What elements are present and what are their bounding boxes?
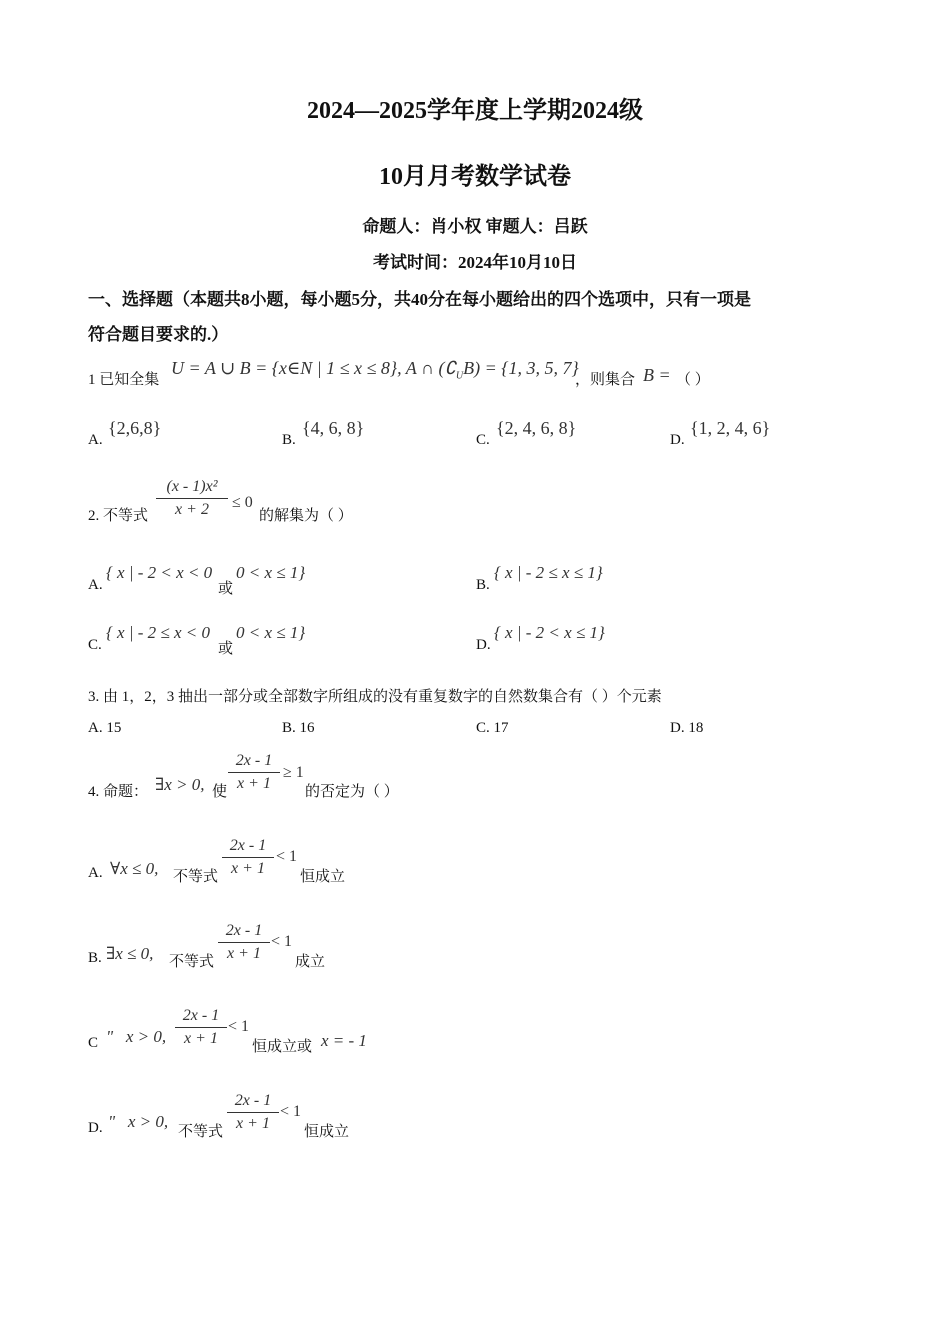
q4-option-a-pre: 不等式 [173,869,219,885]
q4-option-d-pre: 不等式 [178,1124,224,1140]
q2-option-a-or: 或 [218,581,234,597]
section-heading-line2: 符合题目要求的.） [88,325,229,344]
q4-option-c-fraction [175,1007,227,1048]
q1-option-b-label: B. [282,432,296,448]
q1-option-b-value: {4, 6, 8} [302,418,365,438]
q4-option-c-cond: " x > 0, [106,1027,167,1046]
q4-option-d-post: 恒成立 [304,1124,350,1140]
q4-option-d-fraction [227,1092,279,1133]
q4-relation: ≥ 1 [283,764,304,781]
q4-condition: ∃x > 0, [155,775,205,794]
q4-option-b-post: 成立 [295,954,326,970]
exam-authors: 命题人：肖小权 审题人：吕跃 [362,217,588,236]
q1-option-a-value: {2,6,8} [108,418,162,438]
q2-option-d-label: D. [476,637,491,653]
q2-option-d-part1: { x | - 2 < x ≤ 1} [494,623,605,642]
q2-option-a-part2: 0 < x ≤ 1} [236,563,306,582]
q3-option-d: D. 18 [670,720,704,736]
q4-option-d-numerator: 2x - 1 [234,1092,272,1109]
q1-formula: U = A ∪ B = {x∈N | 1 ≤ x ≤ 8}, A ∩ $(∁_UB) = \{1$, 3, 5, 7} [171,358,579,382]
q2-option-c-part2: 0 < x ≤ 1} [236,623,306,642]
q4-option-b-label: B. [88,950,102,966]
q2-fraction-denominator: x + 2 [156,498,228,519]
q4-option-b-fraction [218,922,270,963]
q2-fraction-numerator: (x - 1)x² [166,478,218,495]
q4-option-b-pre: 不等式 [169,954,215,970]
q1-option-d-value: {1, 2, 4, 6} [690,418,771,438]
q4-option-c-numerator: 2x - 1 [182,1007,220,1024]
q4-suffix: 的否定为（ ） [305,784,399,800]
q2-option-c-or: 或 [218,641,234,657]
q4-option-d-label: D. [88,1120,103,1136]
q4-option-d-denominator: x + 1 [227,1112,279,1133]
q3-option-c: C. 17 [476,720,509,736]
q4-fraction-numerator: 2x - 1 [235,752,273,769]
q3-option-a: A. 15 [88,720,122,736]
q4-fraction-denominator: x + 1 [228,772,280,793]
q4-option-c-post: 恒成立或 [252,1039,313,1055]
q4-option-b-numerator: 2x - 1 [225,922,263,939]
q1-answer-paren: （ ） [676,372,710,388]
q2-option-a-label: A. [88,577,103,593]
q4-option-b-denominator: x + 1 [218,942,270,963]
q4-fraction [228,752,280,793]
q4-option-a-rel: < 1 [276,848,298,865]
q2-prefix: 2. 不等式 [88,508,149,524]
q2-suffix: 的解集为（ ） [259,508,353,524]
q3-text: 3. 由 1，2，3 抽出一部分或全部数字所组成的没有重复数字的自然数集合有（ ）个元素 [88,689,662,705]
q4-prefix: 4. 命题： [88,784,149,800]
q2-option-b-label: B. [476,577,490,593]
q2-option-b-part1: { x | - 2 ≤ x ≤ 1} [494,563,603,582]
q4-option-d-rel: < 1 [280,1103,302,1120]
q2-option-c-label: C. [88,637,102,653]
q1-option-c-label: C. [476,432,490,448]
section-heading-line1: 一、选择题（本题共8小题，每小题5分，共40分在每小题给出的四个选项中，只有一项是 [88,290,751,309]
q2-relation: ≤ 0 [232,494,253,511]
q4-option-a-denominator: x + 1 [222,857,274,878]
q2-option-c-part1: { x | - 2 ≤ x < 0 [106,623,211,642]
q4-option-a-fraction [222,837,274,878]
q3-option-b: B. 16 [282,720,315,736]
q4-option-c-denominator: x + 1 [175,1027,227,1048]
q4-option-a-label: A. [88,865,103,881]
q1-option-a-label: A. [88,432,103,448]
q1-prefix: 1 已知全集 [88,372,160,388]
q2-option-a-part1: { x | - 2 < x < 0 [106,563,213,582]
q4-shi: 使 [212,784,228,800]
q1-set-b: B = [643,365,671,385]
exam-time: 考试时间：2024年10月10日 [373,253,577,272]
q1-suffix: ，则集合 [575,372,636,388]
q4-option-c-label: C [88,1035,99,1051]
q2-fraction [156,478,228,519]
q4-option-d-cond: " x > 0, [108,1112,169,1131]
q4-option-a-post: 恒成立 [300,869,346,885]
q4-option-c-rel: < 1 [228,1018,250,1035]
q1-option-d-label: D. [670,432,685,448]
exam-title-line1: 2024—2025学年度上学期2024级 [307,98,643,124]
q4-option-a-cond: ∀x ≤ 0, [110,859,159,878]
q4-option-b-cond: ∃x ≤ 0, [106,944,154,963]
q4-option-a-numerator: 2x - 1 [229,837,267,854]
q4-option-b-rel: < 1 [271,933,293,950]
exam-title-line2: 10月月考数学试卷 [379,164,571,190]
q4-option-c-tail: x = - 1 [321,1031,367,1050]
q1-option-c-value: {2, 4, 6, 8} [496,418,577,438]
